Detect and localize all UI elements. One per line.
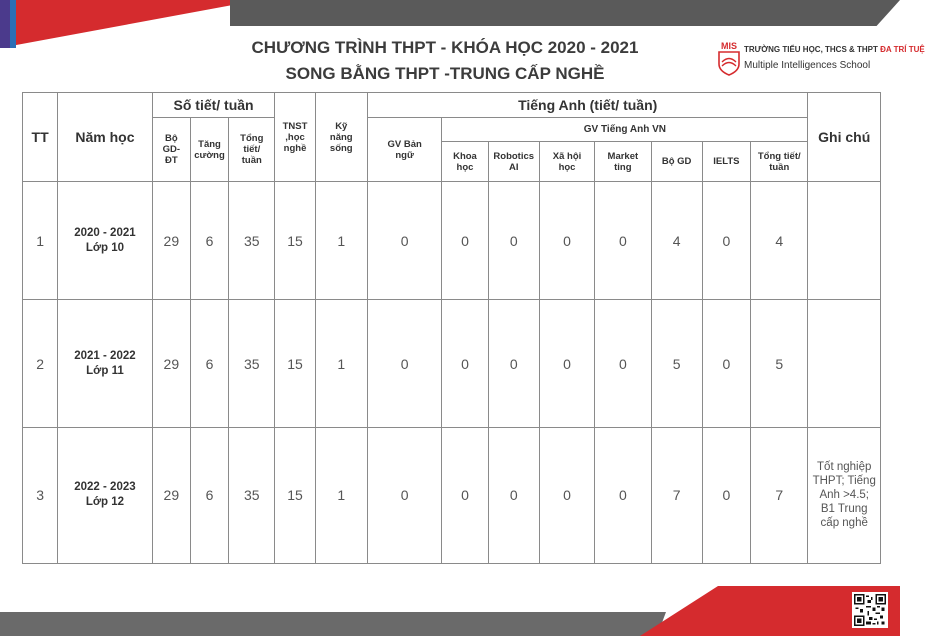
cell-year: [58, 427, 153, 563]
cell-bo-gd: 4: [651, 182, 702, 300]
top-blue-stripe: [10, 0, 16, 48]
top-purple-stripe: [0, 0, 10, 48]
cell-bo-gd-dt: 29: [152, 300, 190, 427]
school-name-en: Multiple Intelligences School: [744, 60, 871, 71]
cell-year: [58, 182, 153, 300]
table-row: [23, 300, 881, 427]
mis-shield-icon: [716, 40, 742, 76]
header-sociology-text: Xã hội học: [552, 150, 582, 173]
header-year: Năm học: [58, 93, 153, 182]
cell-note: [808, 300, 881, 427]
cell-sociology: 0: [539, 427, 594, 563]
header-english-group: Tiếng Anh (tiết/ tuần): [367, 93, 808, 118]
qr-code-icon[interactable]: [852, 592, 888, 628]
cell-tt: 3: [23, 427, 58, 563]
header-native-teacher-text: GV Bản ngữ: [387, 138, 422, 161]
cell-marketing: 0: [595, 182, 651, 300]
cell-total-periods: 35: [229, 300, 275, 427]
cell-tnst: 15: [275, 427, 315, 563]
logo-mark-text: MIS: [720, 41, 738, 51]
cell-native-teacher: 0: [367, 427, 441, 563]
header-robotics-text: Robotics AI: [493, 150, 535, 173]
cell-total-periods: 35: [229, 182, 275, 300]
cell-total-periods: 35: [229, 427, 275, 563]
header-bo-gd-dt-text: Bộ GD-ĐT: [162, 133, 181, 167]
cell-tnst: 15: [275, 182, 315, 300]
cell-bo-gd: 5: [651, 300, 702, 427]
header-science: [442, 142, 488, 182]
cell-sociology: 0: [539, 182, 594, 300]
header-robotics: [488, 142, 539, 182]
header-note: Ghi chú: [808, 93, 881, 182]
cell-marketing: 0: [595, 300, 651, 427]
cell-robotics: 0: [488, 427, 539, 563]
header-tang-cuong: [190, 118, 228, 182]
cell-robotics: 0: [488, 182, 539, 300]
header-tt: TT: [23, 93, 58, 182]
cell-bo-gd: 7: [651, 427, 702, 563]
header-total-english-text: Tổng tiết/ tuần: [757, 150, 801, 173]
cell-year: [58, 300, 153, 427]
cell-life-skills: 1: [315, 427, 367, 563]
cell-year-range: 2022 - 2023: [74, 481, 136, 494]
cell-native-teacher: 0: [367, 182, 441, 300]
header-bo-gd: Bộ GD: [651, 142, 702, 182]
cell-note-text: Tốt nghiệp THPT; Tiếng Anh >4.5; B1 Trung cấp nghề: [812, 461, 876, 530]
cell-tt: 1: [23, 182, 58, 300]
cell-ielts: 0: [702, 182, 750, 300]
cell-science: 0: [442, 300, 488, 427]
cell-total-english: 4: [751, 182, 808, 300]
page-title-line1: CHƯƠNG TRÌNH THPT - KHÓA HỌC 2020 - 2021: [251, 38, 639, 57]
school-logo: [716, 40, 925, 76]
header-tnst: [275, 93, 315, 182]
cell-science: 0: [442, 182, 488, 300]
header-marketing-text: Market ting: [607, 150, 639, 173]
school-name-vn-highlight: ĐA TRÍ TUỆ: [880, 45, 925, 54]
header-vn-teacher-group: GV Tiếng Anh VN: [442, 118, 808, 142]
header-tang-cuong-text: Tăng cường: [194, 138, 225, 161]
cell-native-teacher: 0: [367, 300, 441, 427]
cell-ielts: 0: [702, 427, 750, 563]
header-ielts: IELTS: [702, 142, 750, 182]
page-title-line2: SONG BẰNG THPT -TRUNG CẤP NGHỀ: [285, 64, 605, 83]
header-sociology: [539, 142, 594, 182]
cell-tang-cuong: 6: [190, 427, 228, 563]
top-gray-band: [230, 0, 900, 26]
cell-year-range: 2020 - 2021: [74, 226, 136, 239]
header-life-skills: [315, 93, 367, 182]
cell-note: [808, 427, 881, 563]
table-row: [23, 427, 881, 563]
cell-year-range: 2021 - 2022: [74, 349, 136, 362]
header-science-text: Khoa học: [453, 150, 477, 173]
cell-note: [808, 182, 881, 300]
header-marketing: [595, 142, 651, 182]
school-name-vn: [744, 45, 925, 54]
cell-bo-gd-dt: 29: [152, 182, 190, 300]
header-tnst-text: TNST ,học nghề: [282, 120, 308, 154]
cell-marketing: 0: [595, 427, 651, 563]
cell-grade: Lớp 11: [86, 364, 124, 377]
header-native-teacher: [367, 118, 441, 182]
header-total-english: [751, 142, 808, 182]
cell-grade: Lớp 10: [85, 241, 125, 254]
cell-bo-gd-dt: 29: [152, 427, 190, 563]
cell-sociology: 0: [539, 300, 594, 427]
table-row: [23, 182, 881, 300]
cell-total-english: 5: [751, 300, 808, 427]
cell-tang-cuong: 6: [190, 182, 228, 300]
cell-grade: Lớp 12: [85, 496, 125, 509]
cell-life-skills: 1: [315, 300, 367, 427]
header-total-periods: [229, 118, 275, 182]
cell-ielts: 0: [702, 300, 750, 427]
cell-science: 0: [442, 427, 488, 563]
header-life-skills-text: Kỹ năng sống: [329, 120, 353, 154]
cell-robotics: 0: [488, 300, 539, 427]
cell-tnst: 15: [275, 300, 315, 427]
cell-total-english: 7: [751, 427, 808, 563]
header-periods-group: Số tiết/ tuần: [152, 93, 275, 118]
header-total-periods-text: Tổng tiết/ tuần: [240, 133, 264, 167]
school-name-vn-prefix: TRƯỜNG TIỂU HỌC, THCS & THPT: [744, 45, 881, 54]
header-bo-gd-dt: [152, 118, 190, 182]
curriculum-table: [22, 92, 881, 564]
cell-tang-cuong: 6: [190, 300, 228, 427]
cell-life-skills: 1: [315, 182, 367, 300]
cell-tt: 2: [23, 300, 58, 427]
